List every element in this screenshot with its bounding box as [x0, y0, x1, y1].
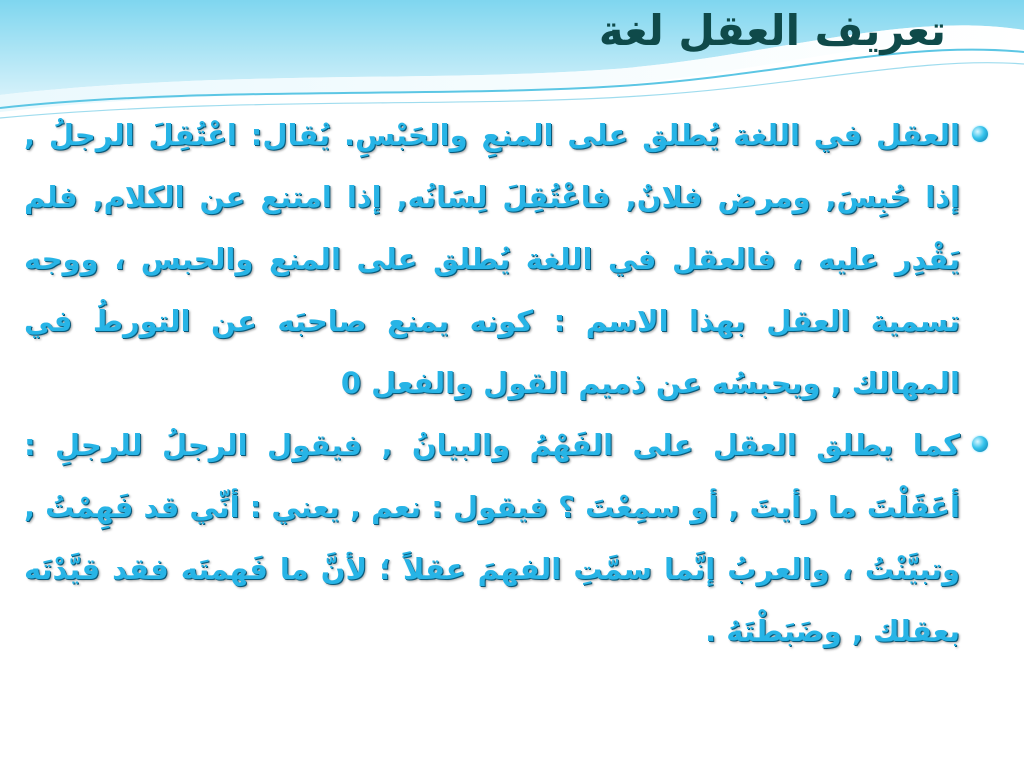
slide-title: تعريف العقل لغة: [598, 6, 946, 55]
paragraph-definition-understanding: [24, 414, 994, 662]
slide-body: [24, 104, 994, 662]
bullet-icon: [972, 436, 988, 452]
paragraph-text: العقل في اللغة يُطلق على المنعِ والحَبْسِ. يُقال: اعْتُقِلَ الرجلُ , إذا حُبِسَ, ومرض فلانٌ, فاعْتُقِلَ لِسَانُه, إذا امتنع عن الكلام, فلم يَقْدِر عليه ، فالعقل في اللغة يُطلق على المنع والحبس ، ووجه تسمية العقل بهذا الاسم : كونه يمنع صاحبَه عن التورطُ في المهالك , ويحبسُه عن ذميم القول والفعل 0: [24, 118, 960, 400]
bullet-icon: [972, 126, 988, 142]
paragraph-definition-restraint: [24, 104, 994, 414]
paragraph-text: كما يطلق العقل على الفَهْمُ والبيانُ , فيقول الرجلُ للرجلِ : أعَقَلْتَ ما رأيتَ , أو سمِعْتَ ؟ فيقول : نعم , يعني : أنِّي قد فَهِمْتُ , وتبيَّنْتُ ، والعربُ إنَّما سمَّتِ الفهمَ عقلاً ؛ لأنَّ ما فَهمتَه فقد قيَّدْتَه بعقلك , وضَبَطْتَهُ .: [24, 428, 960, 648]
